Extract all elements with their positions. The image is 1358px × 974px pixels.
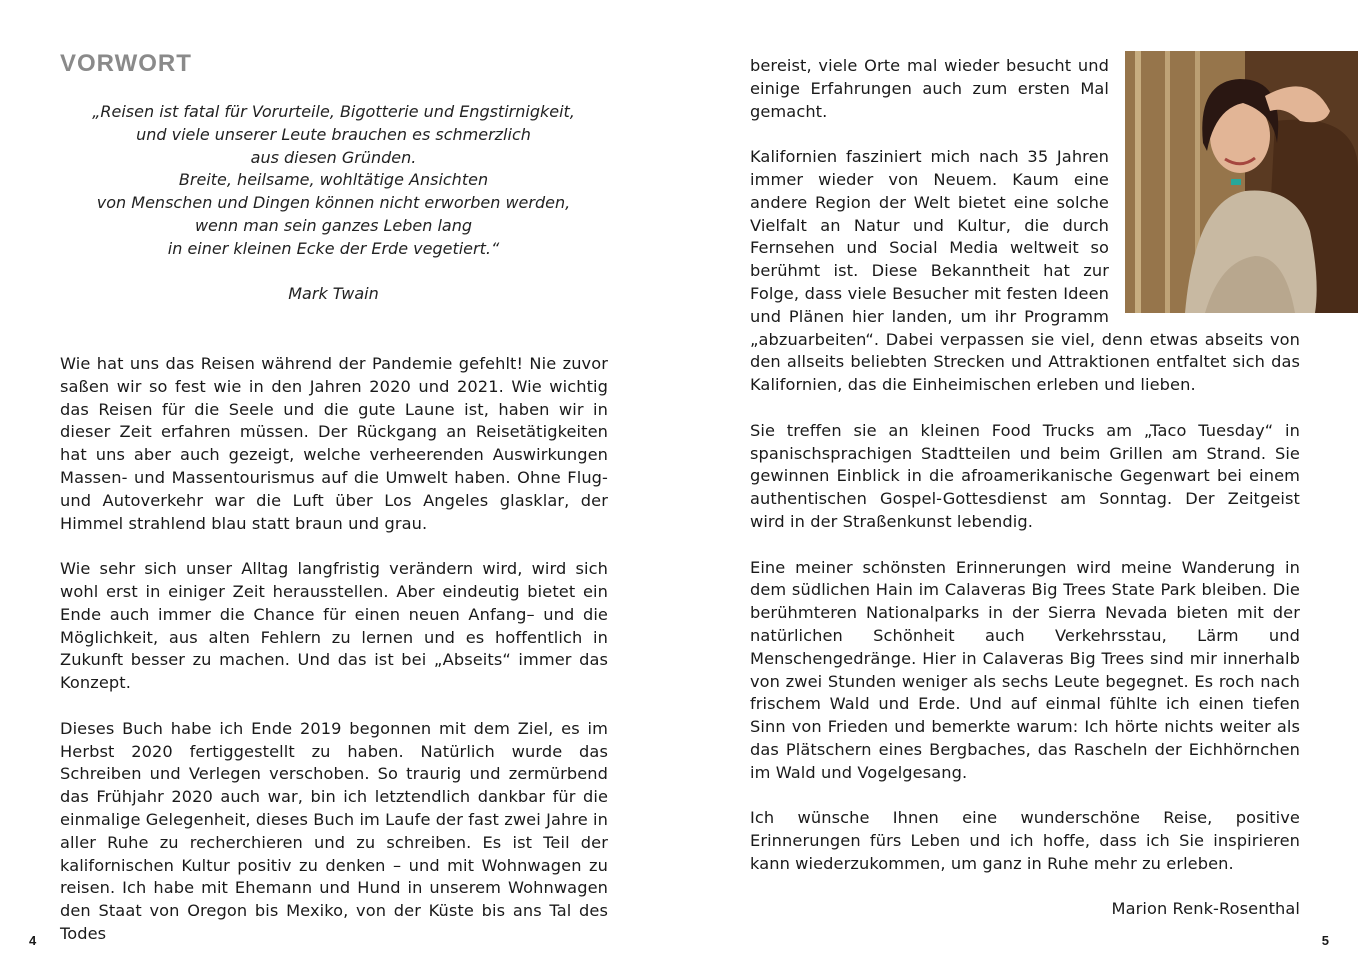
right-body-text — [750, 55, 1300, 944]
paragraph: Dieses Buch habe ich Ende 2019 begonnen mit dem Ziel, es im Herbst 2020 fertiggestellt zu haben. Natürlich wurde das Schreiben und Verlegen verschoben. So traurig und zermürbend das Frühjahr 2020 auch war, bin ich letztendlich dankbar für die einmalige Gelegenheit, dieses Buch im Laufe der fast zwei Jahre in aller Ruhe zu recherchieren und zu schreiben. Es ist Teil der kalifornischen Kultur positiv zu denken – und mit Wohnwagen zu reisen. Ich habe mit Ehemann und Hund in unserem Wohnwagen den Staat von Oregon bis Mexiko, von der Küste bis ans Tal des Todes — [60, 718, 609, 943]
page-number-left: 4 — [29, 933, 37, 948]
paragraph: Ich wünsche Ihnen eine wunderschöne Reise, positive Erinnerungen fürs Leben und ich hoffe, dass ich Sie inspirieren kann wiederzukommen, um ganz in Ruhe mehr zu erleben. — [750, 808, 1300, 873]
quote-author: Mark Twain — [288, 284, 379, 304]
quote-line: von Menschen und Dingen können nicht erworben werden, — [96, 193, 571, 213]
portrait-illustration — [1125, 51, 1358, 313]
author-signature: Marion Renk-Rosenthal — [1111, 899, 1300, 919]
quote-line: in einer kleinen Ecke der Erde vegetiert.“ — [167, 238, 500, 258]
paragraph: Wie hat uns das Reisen während der Pandemie gefehlt! Nie zuvor saßen wir so fest wie in den Jahren 2020 und 2021. Wie wichtig das Reisen für die Seele und die gute Laune ist, haben wir in dieser Zeit erfahren müssen. Der Rückgang an Reisetätigkeiten hat uns aber auch gezeigt, welche verheerenden Auswirkungen Massen- und Massentourismus auf die Umwelt haben. Ohne Flug- und Autoverkehr war die Luft über Los Angeles glasklar, der Himmel strahlend blau statt braun und grau. — [60, 354, 608, 533]
right-page — [679, 0, 1358, 974]
quote-line: und viele unserer Leute brauchen es schmerzlich — [136, 124, 531, 144]
quote-line: wenn man sein ganzes Leben lang — [194, 215, 473, 235]
paragraph: Wie sehr sich unser Alltag langfristig verändern wird, wird sich wohl erst in einiger Zeit herausstellen. Aber eindeutig bietet ein Ende auch immer die Chance für einen neuen Anfang– und die Möglichkeit, aus alten Fehlern zu lernen und es hoffentlich in Zukunft besser zu machen. Und das ist bei „Abseits“ immer das Konzept. — [60, 559, 608, 693]
left-body-text — [60, 353, 608, 969]
paragraph: Eine meiner schönsten Erinnerungen wird meine Wanderung in dem südlichen Hain im Calaveras Big Trees State Park bleiben. Die berühmteren Nationalparks in der Sierra Nevada bieten mit der natürlichen Schönheit auch Verkehrsstau, Lärm und Menschengedränge. Hier in Calaveras Big Trees sind mir innerhalb von zwei Stunden weniger als sechs Leute begegnet. Es roch nach frischem Wald und Erde. Und auf einmal fühlte ich einen tiefen Sinn von Frieden und bemerkte warum: Ich hörte nichts weiter als das Plätschern eines Bergbaches, das Rascheln der Eichhörnchen im Wald und Vogelgesang. — [750, 557, 1300, 782]
epigraph-quote — [60, 101, 607, 306]
quote-line: Breite, heilsame, wohltätige Ansichten — [178, 170, 489, 190]
paragraph: bereist, viele Orte mal wieder besucht und einige Erfahrungen auch zum ersten Mal gemacht. — [750, 56, 1109, 121]
quote-line: „Reisen ist fatal für Vorurteile, Bigotterie und Engstirnigkeit, — [92, 102, 575, 121]
quote-line: aus diesen Gründen. — [250, 147, 417, 167]
page-number-right: 5 — [1321, 933, 1329, 948]
paragraph: Kalifornien fasziniert mich nach 35 Jahren immer wieder von Neuem. Kaum eine andere Region der Welt bietet eine solche Vielfalt an Natur und Kultur, die durch Fernsehen und Social Media weltweit so berühmt ist. Diese Bekanntheit hat zur Folge, dass viele Besucher mit festen Ideen und Plänen hier landen, um ihr Programm „abzuarbeiten“. Dabei verpassen sie viel, denn etwas abseits von den allseits beliebten Strecken und Attraktionen entfaltet sich das Kalifornien, das die Einheimischen erleben und lieben. — [750, 147, 1300, 395]
paragraph: Sie treffen sie an kleinen Food Trucks am „Taco Tuesday“ in spanischsprachigen Stadtteilen und beim Grillen am Strand. Sie gewinnen Einblick in die afroamerikanische Gegenwart bei einem authentischen Gospel-Gottesdienst am Sonntag. Der Zeitgeist wird in der Straßenkunst lebendig. — [750, 420, 1300, 531]
chapter-heading: VORWORT — [60, 50, 192, 77]
author-portrait-photo — [1125, 51, 1358, 313]
